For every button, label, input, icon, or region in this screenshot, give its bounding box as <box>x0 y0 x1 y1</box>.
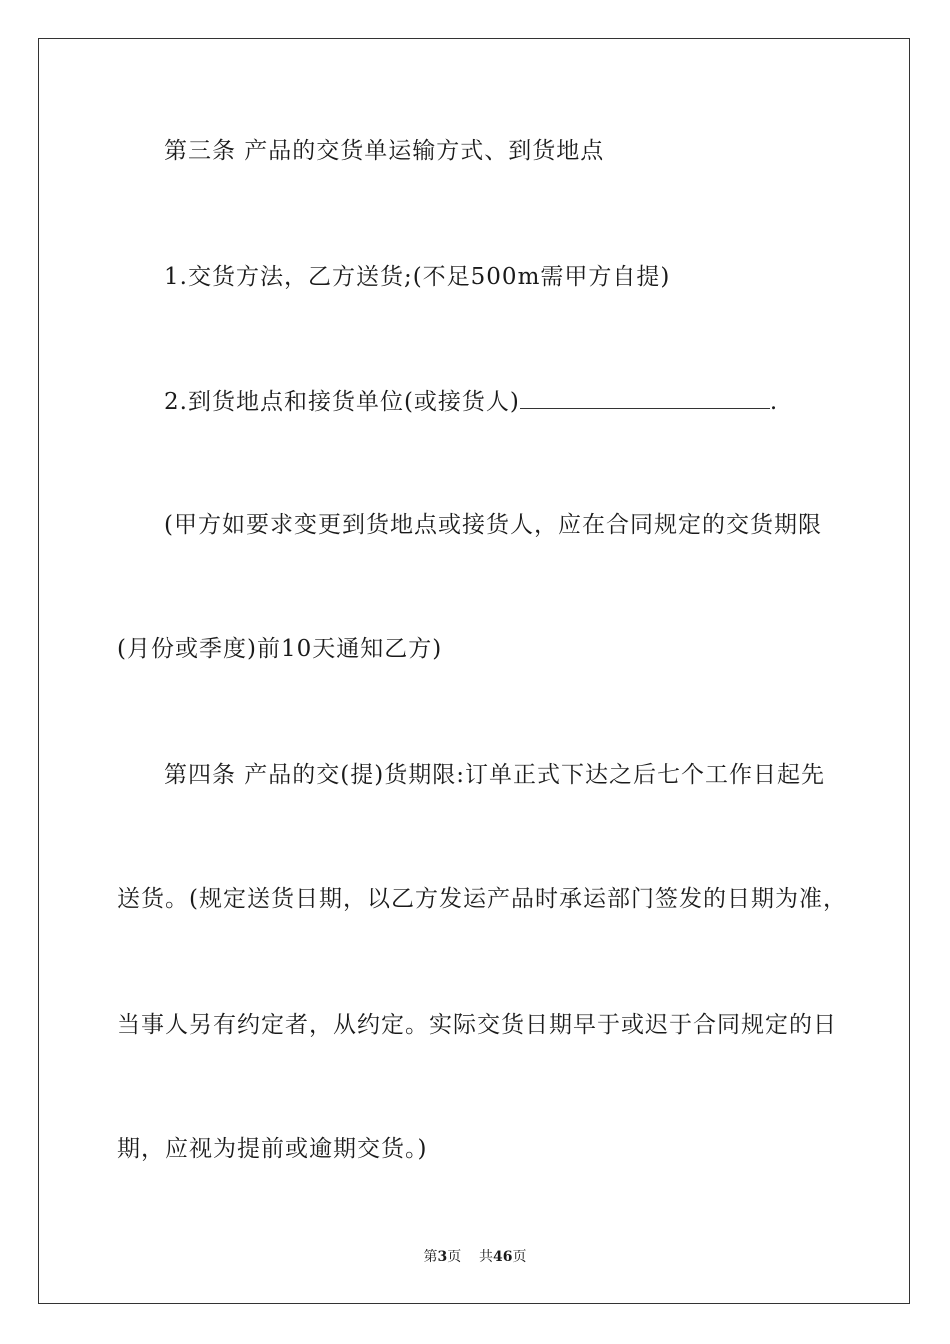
page-border <box>38 38 910 1304</box>
footer-page-number: 3 <box>437 1249 448 1265</box>
footer-total-number: 46 <box>493 1249 513 1265</box>
change-notice-line-1: (甲方如要求变更到货地点或接货人，应在合同规定的交货期限 <box>164 512 822 538</box>
footer-total-prefix: 共 <box>479 1249 494 1265</box>
article-4-line-4: 期，应视为提前或逾期交货。) <box>117 1136 428 1162</box>
clause-delivery-location-period: . <box>769 389 779 415</box>
footer-page-prefix: 第 <box>423 1249 438 1265</box>
change-notice-line-2: (月份或季度)前10天通知乙方) <box>117 636 443 662</box>
clause-delivery-location-text: 2.到货地点和接货单位(或接货人) <box>164 389 520 415</box>
clause-delivery-method: 1.交货方法，乙方送货;(不足500m需甲方自提) <box>164 264 671 290</box>
clause-delivery-location <box>164 386 778 417</box>
article-4-line-3: 当事人另有约定者，从约定。实际交货日期早于或迟于合同规定的日 <box>117 1012 837 1038</box>
article-4-line-1: 第四条 产品的交(提)货期限:订单正式下达之后七个工作日起先 <box>164 762 826 788</box>
fill-in-blank-line <box>520 386 770 409</box>
article-3-heading: 第三条 产品的交货单运输方式、到货地点 <box>164 138 605 164</box>
page-footer <box>0 1248 950 1266</box>
footer-page-suffix: 页 <box>447 1249 462 1265</box>
footer-total-suffix: 页 <box>512 1249 527 1265</box>
article-4-line-2: 送货。(规定送货日期，以乙方发运产品时承运部门签发的日期为准， <box>117 886 847 912</box>
